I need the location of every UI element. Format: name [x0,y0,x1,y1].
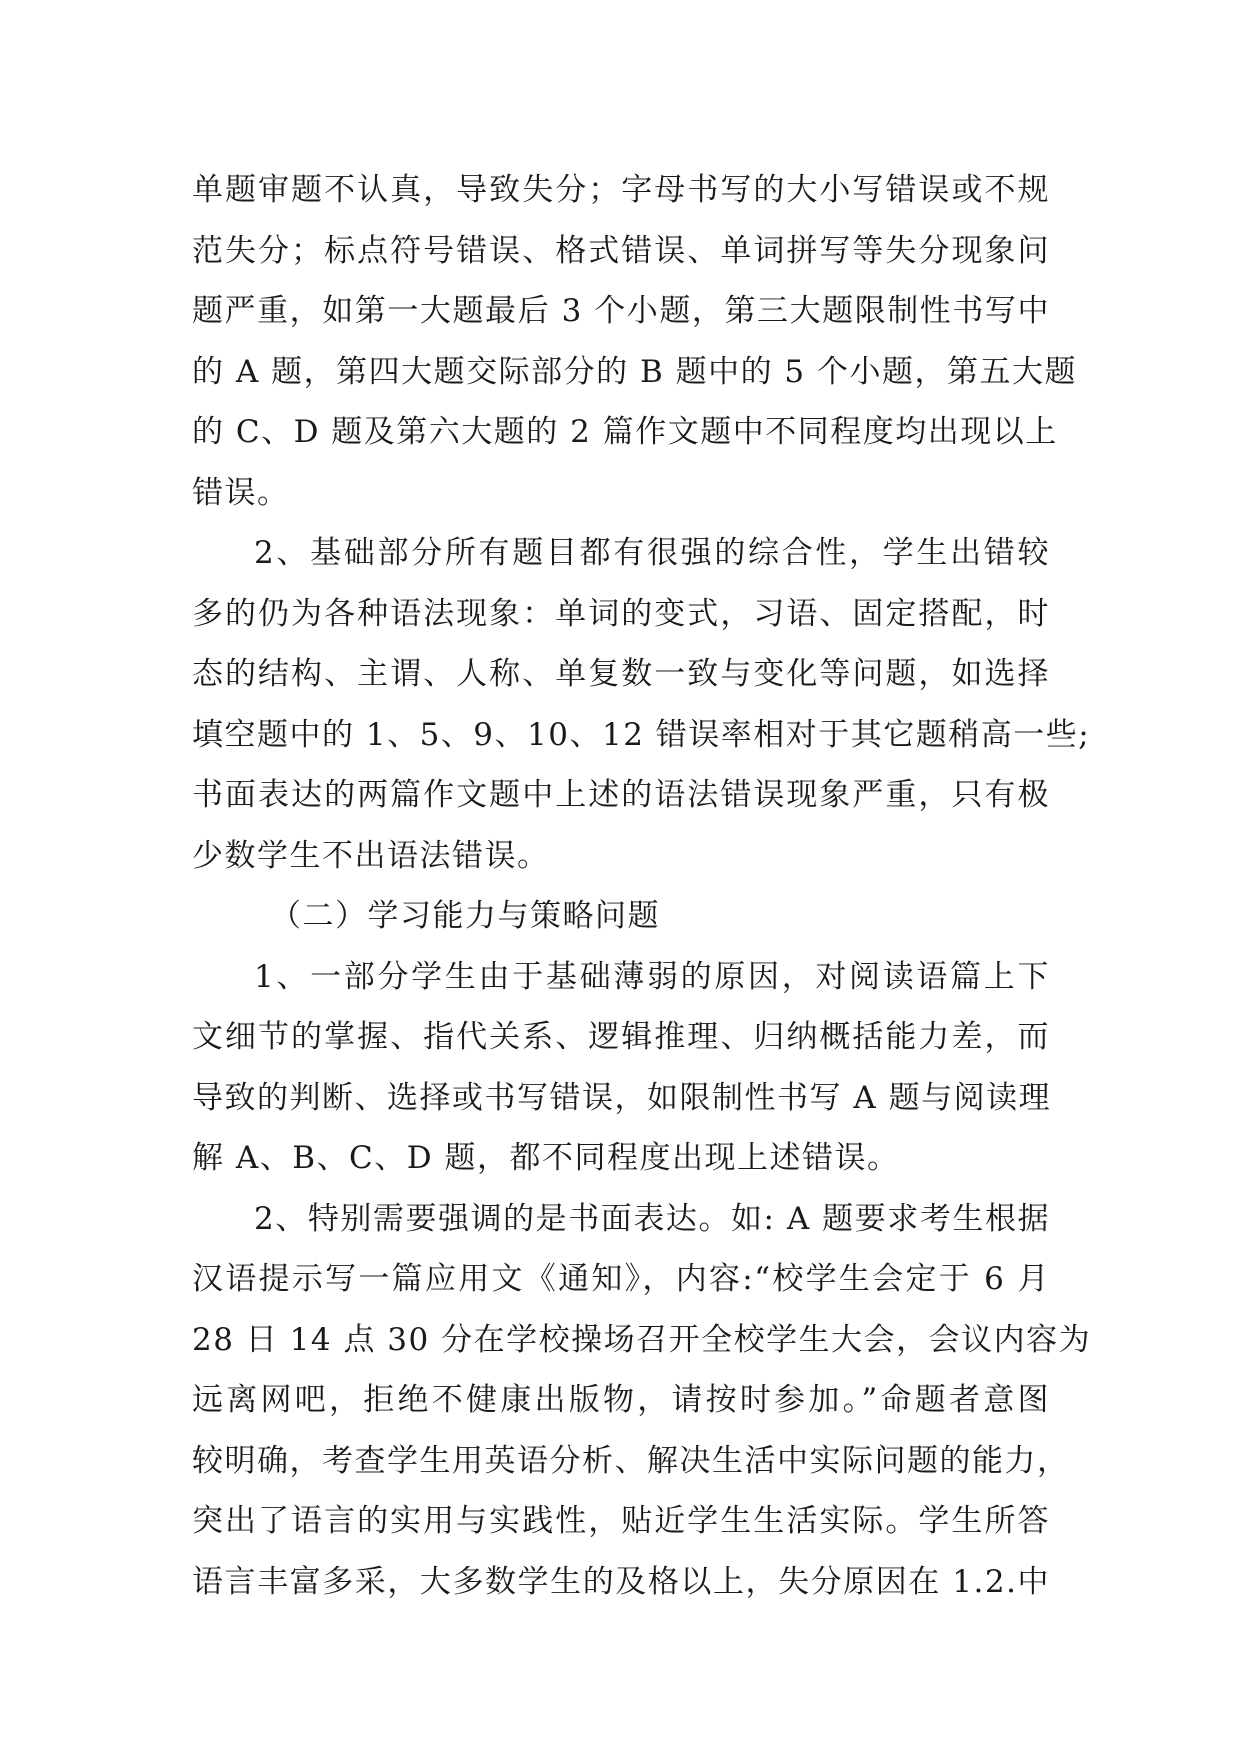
paragraph-start-line: 2、基础部分所有题目都有很强的综合性，学生出错较 [254,535,1050,571]
section-heading: （二）学习能力与策略问题 [270,898,660,934]
text-line: 的 A 题，第四大题交际部分的 B 题中的 5 个小题，第五大题 [192,353,1078,390]
text-line: 汉语提示写一篇应用文《通知》，内容:“校学生会定于 6 月 [192,1261,1050,1297]
text-line: 文细节的掌握、指代关系、逻辑推理、归纳概括能力差，而 [192,1019,1050,1055]
text-line: 远离网吧，拒绝不健康出版物，请按时参加。”命题者意图 [192,1382,1050,1418]
text-line: 范失分；标点符号错误、格式错误、单词拼写等失分现象问 [192,232,1050,269]
text-line: 多的仍为各种语法现象：单词的变式，习语、固定搭配，时 [192,595,1050,632]
text-line: 语言丰富多采，大多数学生的及格以上，失分原因在 1.2.中 [192,1563,1050,1600]
text-line: 少数学生不出语法错误。 [192,837,550,874]
text-line: 态的结构、主谓、人称、单复数一致与变化等问题，如选择 [192,656,1050,692]
text-line: 较明确，考查学生用英语分析、解决生活中实际问题的能力， [192,1442,1070,1479]
text-line: 导致的判断、选择或书写错误，如限制性书写 A 题与阅读理 [192,1079,1052,1116]
text-line: 错误。 [192,474,290,511]
text-line: 填空题中的 1、5、9、10、12 错误率相对于其它题稍高一些; [192,716,1091,753]
paragraph-start-line: 2、特别需要强调的是书面表达。如: A 题要求考生根据 [254,1200,1050,1237]
text-line: 题严重，如第一大题最后 3 个小题，第三大题限制性书写中 [192,293,1050,329]
text-line: 书面表达的两篇作文题中上述的语法错误现象严重，只有极 [192,777,1050,813]
text-line: 解 A、B、C、D 题，都不同程度出现上述错误。 [192,1140,900,1176]
text-line: 突出了语言的实用与实践性，贴近学生生活实际。学生所答 [192,1503,1050,1539]
paragraph-start-line: 1、一部分学生由于基础薄弱的原因，对阅读语篇上下 [254,958,1050,995]
text-line: 单题审题不认真，导致失分；字母书写的大小写错误或不规 [192,172,1050,208]
document-body [192,160,1092,1612]
text-line: 的 C、D 题及第六大题的 2 篇作文题中不同程度均出现以上 [192,414,1058,450]
text-line: 28 日 14 点 30 分在学校操场召开全校学生大会，会议内容为 [192,1321,1092,1358]
